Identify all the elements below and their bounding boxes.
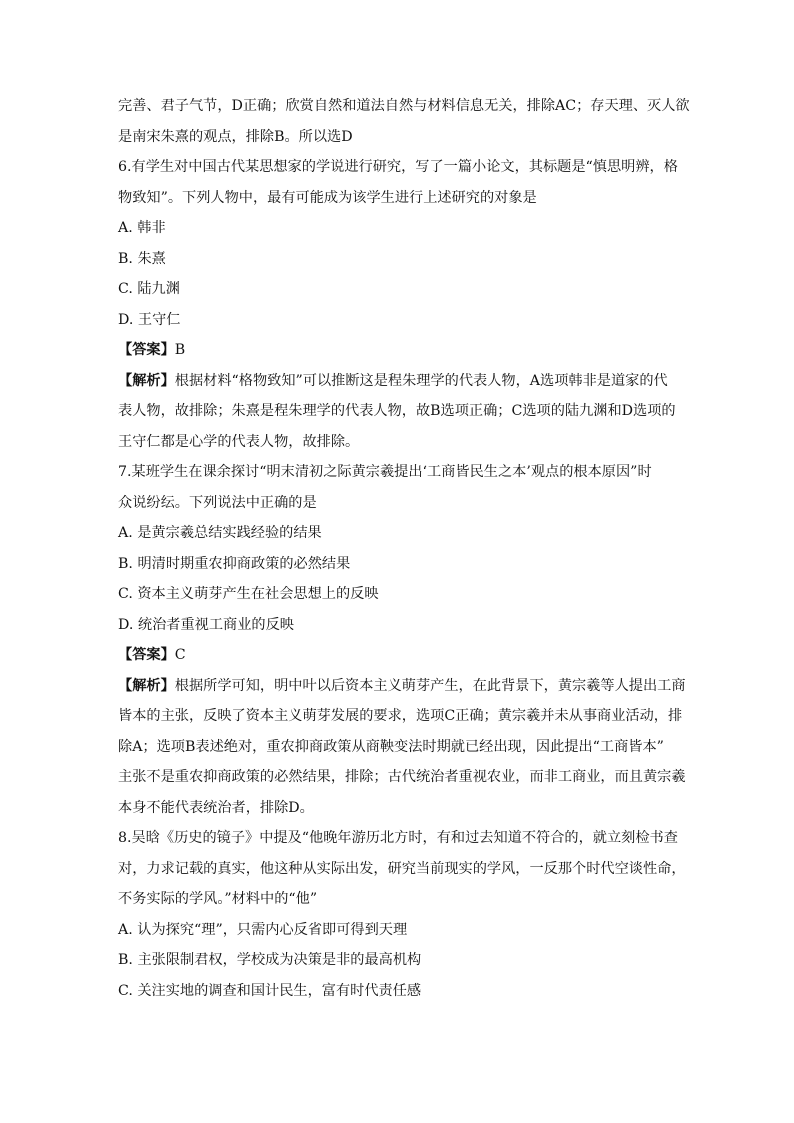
answer-line — [118, 645, 678, 666]
analysis-7 — [118, 676, 686, 819]
option-c: C. 关注实地的调查和国计民生，富有时代责任感 — [118, 982, 422, 999]
question-stem-line: 7.某班学生在课余探讨“明末清初之际黄宗羲提出‘工商皆民生之本’观点的根本原因”时 — [118, 464, 652, 480]
answer-label: 【答案】 — [118, 342, 175, 358]
analysis-text: 根据材料“格物致知”可以推断这是程朱理学的代表人物，A选项韩非是道家的代 — [174, 372, 668, 389]
question-stem-line: 不务实际的学风。”材料中的“他” — [118, 891, 318, 907]
analysis-6 — [118, 371, 678, 453]
analysis-line: 主张不是重农抑商政策的必然结果，排除；古代统治者重视农业，而非工商业，而且黄宗羲 — [118, 769, 686, 785]
question-7 — [118, 462, 678, 514]
answer-label: 【答案】 — [118, 647, 175, 663]
answer-value: C — [174, 647, 186, 663]
option-b: B. 朱熹 — [118, 250, 166, 267]
analysis-line — [118, 371, 678, 392]
option-c: C. 资本主义萌芽产生在社会思想上的反映 — [118, 586, 379, 602]
option-c: C. 陆九渊 — [118, 281, 180, 297]
question-stem-line: 8.吴晗《历史的镜子》中提及“他晚年游历北方时，有和过去知道不符合的，就立刻检书查 — [118, 830, 678, 846]
analysis-text: 根据所学可知，明中叶以后资本主义萌芽产生，在此背景下，黄宗羲等人提出工商 — [174, 677, 686, 694]
analysis-line: 本身不能代表统治者，排除D。 — [118, 799, 314, 816]
question-stem-line: 6.有学生对中国古代某思想家的学说进行研究，写了一篇小论文，其标题是“慎思明辨，格 — [118, 159, 678, 175]
analysis-line: 除A；选项B表述绝对，重农抑商政策从商鞅变法时期就已经出现，因此提出“工商皆本” — [118, 738, 664, 755]
question-stem-line: 众说纷纭。下列说法中正确的是 — [118, 494, 317, 511]
option-b: B. 明清时期重农抑商政策的必然结果 — [118, 555, 351, 572]
option-b: B. 主张限制君权，学校成为决策是非的最高机构 — [118, 952, 422, 968]
option-d: D. 统治者重视工商业的反映 — [118, 616, 294, 633]
question-6 — [118, 157, 678, 209]
analysis-line — [118, 676, 686, 697]
option-a: A. 是黄宗羲总结实践经验的结果 — [118, 525, 322, 541]
question-stem-line: 对，力求记载的真实，他这种从实际出发，研究当前现实的学风，一反那个时代空谈性命， — [118, 860, 686, 877]
paragraph-continuation — [118, 96, 690, 148]
analysis-label: 【解析】 — [118, 677, 175, 694]
analysis-line: 表人物，故排除；朱熹是程朱理学的代表人物，故B选项正确；C选项的陆九渊和D选项的 — [118, 403, 676, 419]
question-stem-line: 物致知”。下列人物中，最有可能成为该学生进行上述研究的对象是 — [118, 189, 537, 206]
option-d: D. 王守仁 — [118, 311, 181, 328]
answer-line — [118, 340, 678, 361]
analysis-line: 皆本的主张，反映了资本主义萌芽发展的要求，选项C正确；黄宗羲并未从事商业活动，排 — [118, 708, 683, 724]
analysis-line: 王守仁都是心学的代表人物，故排除。 — [118, 433, 360, 450]
option-a: A. 韩非 — [118, 220, 166, 236]
question-8 — [118, 828, 686, 910]
document-page — [118, 96, 690, 1002]
text-line: 完善、君子气节，D正确；欣赏自然和道法自然与材料信息无关，排除AC；存天理、灭人欲 — [118, 98, 690, 114]
analysis-label: 【解析】 — [118, 372, 175, 389]
option-a: A. 认为探究“理”，只需内心反省即可得到天理 — [118, 921, 408, 938]
answer-value: B — [174, 342, 186, 358]
text-line: 是南宋朱熹的观点，排除B。所以选D — [118, 128, 353, 145]
